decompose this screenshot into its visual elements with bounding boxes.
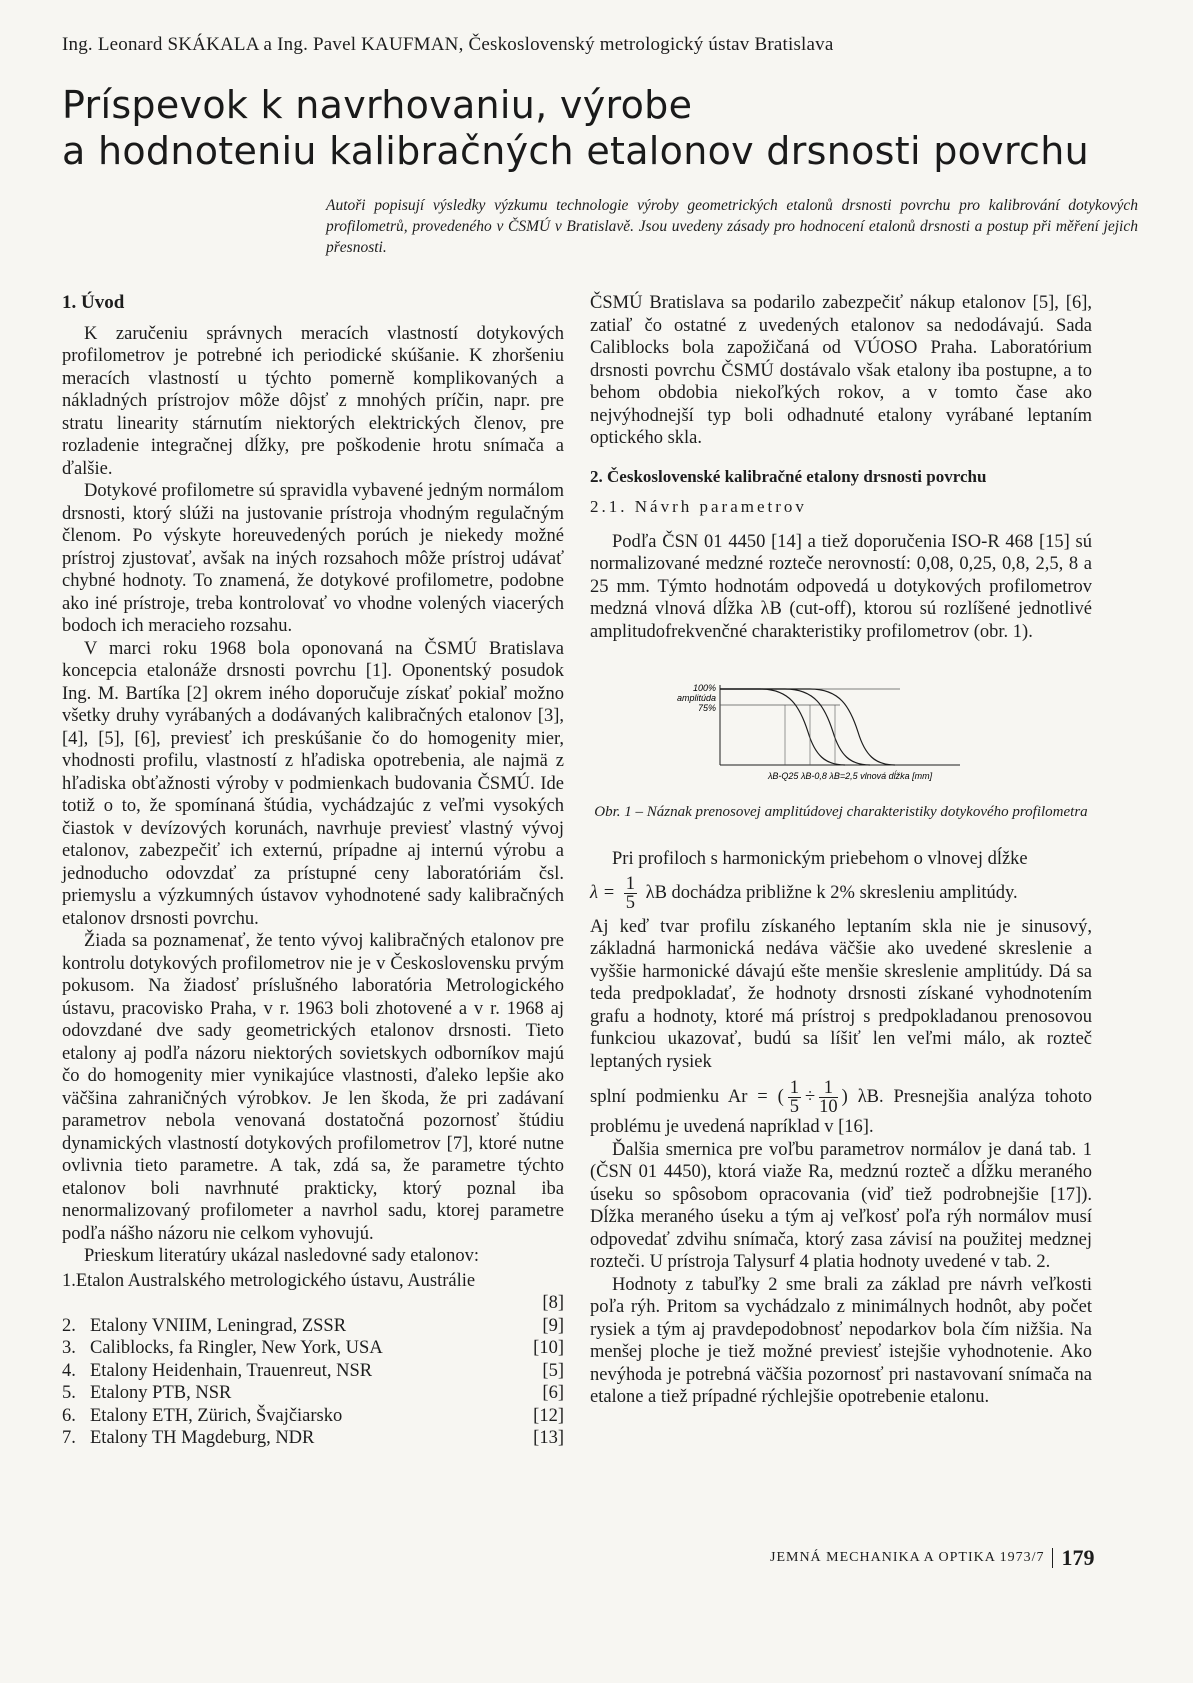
equation-rhs: λB dochádza približne k 2% skresleniu amplitúdy. (645, 882, 1018, 903)
list-ref: [10] (533, 1338, 564, 1358)
title-line-1: Príspevok k navrhovaniu, výrobe (62, 83, 693, 127)
list-ref: [12] (533, 1405, 564, 1426)
list-item (62, 1382, 564, 1405)
fraction-denominator: 5 (789, 1097, 800, 1117)
list-number: 1. (62, 1270, 76, 1291)
left-column (62, 292, 564, 1450)
list-item (62, 1405, 564, 1428)
title-line-2: a hodnoteniu kalibračných etalonov drsnosti povrchu (62, 129, 1090, 173)
list-item (62, 1427, 564, 1450)
list-item (62, 1337, 564, 1360)
author-line: Ing. Leonard SKÁKALA a Ing. Pavel KAUFMAN, Československý metrologický ústav Bratislava (62, 34, 834, 55)
list-number: 4. (62, 1360, 76, 1381)
right-column (590, 292, 1092, 1409)
curve-25 (720, 689, 895, 765)
list-text: Caliblocks, fa Ringler, New York, USA (90, 1338, 383, 1358)
paragraph: Aj keď tvar profilu získaného leptaním skla nie je sinusový, základná harmonická nedáva väčšie ako uvedené skreslenie a vyššie harmonické dávajú ešte menšie skreslenie amplitúdy. Dá sa teda predpokladať, že hodnoty drsnosti získané vyhodnotením grafu a hodnoty, ktoré má prístroj s predpokladanou prenosovou funkciou ukazovať, budú sa líšiť len veľmi málo, ak rozteč leptaných rysiek (590, 916, 1092, 1072)
equation-line (590, 875, 1092, 912)
x-labels: λB-Q25 λB-0,8 λB=2,5 vlnová dĺžka [mm] (768, 771, 933, 781)
paragraph: Ďalšia smernica pre voľbu parametrov normálov je daná tab. 1 (ČSN 01 4450), ktorá viaže Ra, medznú rozteč a dĺžku meraného úseku so spôsobom opracovania (viď tiež podrobnejšie [17]). Dĺžka meraného úseku a tým aj veľkosť poľa rýh normálov musí odpovedať zdvihu snímača, ktorý zasa závisí na použitej medznej rozteči. U prístroja Talysurf 4 platia hodnoty uvedené v tab. 2. (590, 1139, 1092, 1272)
abstract: Autoři popisují výsledky výzkumu technologie výroby geometrických etalonů drsnosti povrchu pro kalibrování dotykových profilometrů, provedeného v ČSMÚ v Bratislavě. Jsou uvedeny zásady pro hodnocení etalonů drsnosti a postup při měření jejich přesnosti. (326, 197, 1138, 256)
list-number: 2. (62, 1315, 76, 1336)
paragraph: Dotykové profilometre sú spravidla vybavené jedným normálom drsnosti, ktorý slúži na justovanie prístroja vhodným regulačným členom. Po výskyte horeuvedených porúch je niekedy možné prístroj zjustovať, avšak na iných rozsahoch môže prístroj udávať chybné hodnoty. To znamená, že dotykové profilometre, podobne ako iné prístroje, treba kontrolovať vo vhodne volených viacerých bodoch ich meracieho rozsahu. (62, 481, 564, 636)
paragraph: Žiada sa poznamenať, že tento vývoj kalibračných etalonov pre kontrolu dotykových profilometrov nie je v Československu prvým pokusom. Na žiadosť príslušného laboratória Metrologického ústavu, pracovisko Praha, v r. 1963 boli zhotovené a v r. 1968 aj odovzdané dve sady geometrických etalonov drsnosti. Tieto etalony aj podľa názoru niektorých sovietskych odborníkov majú čo do homogenity mier vynikajúce vlastnosti, ďaleko lepšie ako väčšina zahraničných výrobkov. Je len škoda, že pri zadávaní parametrov nebola venovaná dostatočná pozornosť štúdiu dynamických vlastností dotykových profilometrov [7], ktoré nutne ovlivnia tieto parametre. A tak, zdá sa, že parametre týchto etalonov boli navrhnuté prakticky, ktorý poznal iba nenormalizovaný profilometer a navrhol sadu, ktorej parametre podľa nášho názoru nie celkom vyhovujú. (62, 931, 564, 1244)
list-item (62, 1360, 564, 1383)
footer-divider (1052, 1548, 1053, 1568)
y-label-amplitude: amplitúda (676, 693, 716, 703)
equation-lhs: λ = (590, 882, 616, 903)
list-item (62, 1315, 564, 1338)
section-heading-2: 2. Československé kalibračné etalony drsnosti povrchu (590, 466, 987, 486)
list-number: 5. (62, 1383, 76, 1403)
fraction-numerator: 1 (819, 1079, 838, 1098)
list-number: 6. (62, 1405, 76, 1426)
curve-025 (720, 689, 845, 765)
fraction (788, 1079, 801, 1116)
curve-08 (720, 689, 870, 765)
article-title (62, 82, 1142, 174)
fraction (819, 1079, 838, 1116)
y-label-75: 75% (697, 703, 716, 713)
list-text: Etalony TH Magdeburg, NDR (90, 1428, 315, 1448)
paragraph: V marci roku 1968 bola oponovaná na ČSMÚ Bratislava koncepcia etalonáže drsnosti povrchu [1]. Oponentský posudok Ing. M. Bartíka [2] okrem iného doporučuje získať pokiaľ možno všetky druhy vyrábaných a dodávaných kalibračných etalonov [3], [4], [5], [6], previesť ich preskúšanie čo do homogenity mier, vhodnosti profilu, vlastností z hľadiska opotrebenia, ale najmä z hľadiska obťažnosti výroby v podmienkach budovania ČSMÚ. Ide totiž o to, že spomínaná štúdia, vychádzajúc z veľmi vysokých čiastok v devízových korunách, navrhuje previesť vlastný vývoj etalonov, zabezpečiť ich externú, prípadne aj internú výrobu a jednoducho odovzdať za prístupné ceny laboratóriám čsl. priemyslu a výzkumných ústavov vyhodnotené sady kalibračných etalonov drsnosti povrchu. (62, 638, 564, 929)
paragraph: K zaručeniu správnych meracích vlastností dotykových profilometrov je potrebné ich periodické skúšanie. K zhoršeniu meracích vlastností u týchto pomerně komplikovaných a nákladných prístrojov môže dôjsť z mnohých príčin, napr. pre stratu linearity stárnutím niektorých elektrických členov, pre rozladenie integračnej dĺžky, pre poškodenie hrotu snímača a ďalšie. (62, 323, 564, 479)
list-ref: [5] (542, 1360, 564, 1381)
fraction-denominator: 5 (625, 892, 635, 913)
paragraph: Hodnoty z tabuľky 2 sme brali za základ pre návrh veľkosti poľa rýh. Pritom sa vychádzalo z minimálnych hodnôt, aby počet rysiek a tým aj pravdepodobnosť nepodarkov bola čím nižšia. Na menšej ploche je tiež možné previesť istejšie vyhodnotenie. Ako nevýhoda je potrebná väčšia pozornosť pri nastavovaní snímača na etalone a tiež prípadné rýchlejšie opotrebenie etalonu. (590, 1274, 1092, 1407)
fraction (624, 875, 637, 912)
list-text: Etalony PTB, NSR (90, 1383, 232, 1403)
etalon-list (62, 1270, 564, 1450)
list-item (62, 1270, 564, 1315)
list-ref: [13] (533, 1428, 564, 1448)
list-text: Etalony ETH, Zürich, Švajčiarsko (90, 1405, 343, 1426)
subsection-heading-2-1: 2.1. Návrh parametrov (590, 497, 807, 516)
fraction-numerator: 1 (789, 1078, 800, 1098)
y-label-100: 100% (692, 683, 716, 693)
fraction-denominator: 10 (819, 1097, 838, 1117)
paragraph: Pri profiloch s harmonickým priebehom o vlnovej dĺžke (612, 849, 1028, 869)
paragraph: Prieskum literatúry ukázal nasledovné sady etalonov: (84, 1246, 480, 1266)
list-text: Etalon Australského metrologického ústavu, Austrálie (75, 1270, 476, 1291)
fraction-numerator: 1 (625, 873, 635, 894)
page-footer (770, 1545, 1094, 1571)
list-text: Etalony VNIIM, Leningrad, ZSSR (90, 1315, 347, 1336)
list-ref: [9] (542, 1315, 564, 1336)
page-number: 179 (1061, 1545, 1095, 1570)
equation-line: splní podmienku Ar = ( $\frac{1}{5}$ ÷ $\frac{1}{10}$ ) λB. Presnejšia analýza tohoto problému je uvedená napríklad v [16]. (590, 1078, 1092, 1137)
list-ref: [6] (542, 1383, 564, 1403)
figure-caption: Obr. 1 – Náznak prenosovej amplitúdovej charakteristiky dotykového profilometra (594, 804, 1088, 820)
amplitude-characteristic-graph (660, 677, 1000, 789)
list-ref: [8] (542, 1293, 564, 1313)
list-number: 7. (62, 1428, 76, 1448)
equation-rhs: λB. Presnejšia analýza tohoto problému je uvedená napríklad v [16]. (590, 1086, 1092, 1137)
list-text: Etalony Heidenhain, Trauenreut, NSR (90, 1360, 373, 1381)
paragraph: Podľa ČSN 01 4450 [14] a tiež doporučenia ISO-R 468 [15] sú normalizované medzné rozteče nerovností: 0,08, 0,25, 0,8, 2,5, 8 a 25 mm. Týmto hodnotám odpovedá u dotykových profilometrov medzná vlnová dĺžka λB (cut-off), ktorou sú rozlíšené jednotlivé amplitudofrekvenčné charakteristiky profilometrov (obr. 1). (590, 531, 1092, 642)
list-number: 3. (62, 1338, 76, 1358)
figure-1 (590, 677, 1092, 789)
equation-operator: ÷ (805, 1086, 816, 1107)
paragraph: ČSMÚ Bratislava sa podarilo zabezpečiť nákup etalonov [5], [6], zatiaľ čo ostatné z uvedených etalonov sa nedodávajú. Sada Caliblocks bola zapožičaná od VÚOSO Praha. Laboratórium drsnosti povrchu ČSMÚ dostávalo však etalony iba postupne, a to behom obdobia niekoľkých rokov, a v tomto čase ako nejvýhodnejší typ boli odhadnuté etalony vyrábané leptaním optického skla. (590, 293, 1092, 448)
journal-name: JEMNÁ MECHANIKA A OPTIKA 1973/7 (770, 1550, 1045, 1566)
section-heading-intro: 1. Úvod (62, 292, 125, 313)
equation-lhs: splní podmienku Ar = (590, 1086, 768, 1107)
